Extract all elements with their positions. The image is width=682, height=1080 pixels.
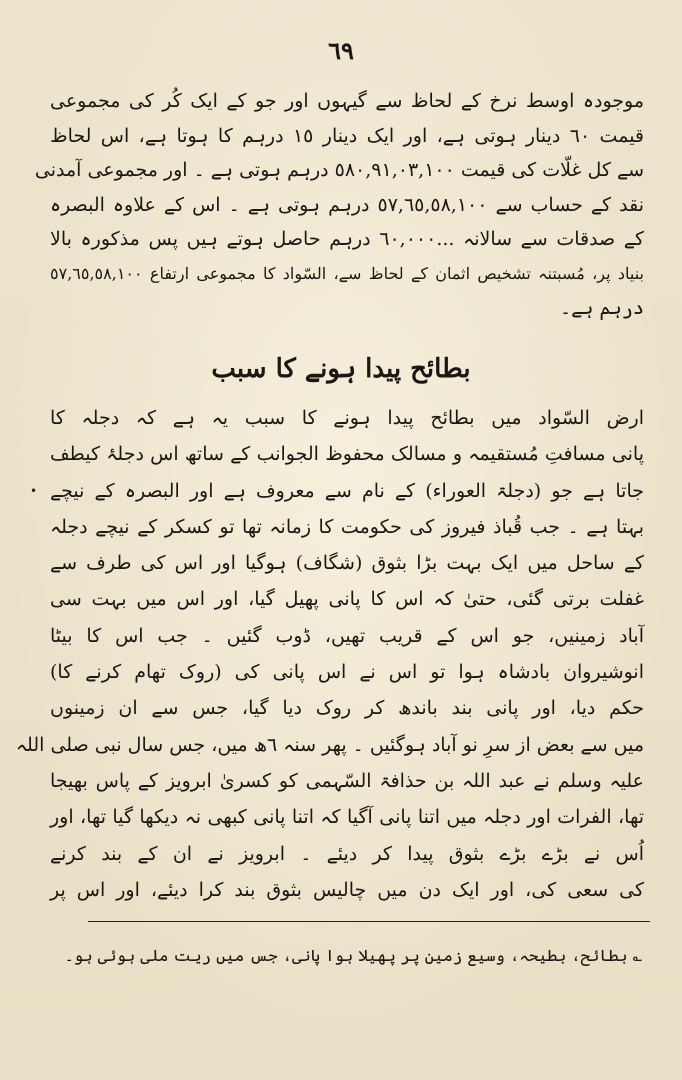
text-line: جاتا ہے جو (دجلۃ العوراء) کے نام سے معروف ہے اور البصرہ کے نیچے — [50, 479, 644, 502]
footnote-divider — [88, 921, 650, 922]
text-line: اُس نے بڑے بڑے بثوق پیدا کر دیئے ۔ ابرویز نے ان کے بند کرنے — [50, 842, 644, 865]
margin-dot-icon: • — [30, 484, 38, 498]
text-line: کے صدقات سے سالانہ ...٦٠,٠٠٠ درہم حاصل ہوتے ہیں پس مذکورہ بالا — [50, 228, 644, 250]
footnote: ؎ بطائح، بطیحہ، وسیع زمین پر پھیلا ہوا پانی، جس میں ریت ملی ہوئی ہو۔ — [64, 946, 642, 965]
text-line: حکم دیا، اور پانی بند باندھ کر روک دیا گیا، جس سے ان زمینوں — [50, 697, 644, 720]
text-line: میں سے بعض از سرِ نو آباد ہوگئیں ۔ پھر سنہ ٦ھ میں، جس سال نبی صلی اللہ — [15, 733, 644, 756]
page-number: ٦٩ — [328, 36, 354, 65]
text-line: آباد زمینیں، جو اس کے قریب تھیں، ڈوب گئیں ۔ جب اس کا بیٹا — [50, 624, 644, 647]
paragraph-2 — [15, 400, 644, 908]
text-line: پانی مسافتِ مُستقیمہ و مسالک محفوظ الجوانب کے ساتھ اس دجلۂ کیطف — [50, 443, 644, 466]
text-line: تھا، الفرات اور دجلہ میں اتنا پانی آگیا کہ اتنا پانی کبھی نہ دیکھا گیا تھا، اور — [50, 806, 644, 829]
section-heading: بطائح پیدا ہونے کا سبب — [211, 354, 471, 384]
text-line: نقد کے حساب سے ٥٧,٦٥,٥٨,١٠٠ درہم ہوتی ہے ۔ اس کے علاوہ البصرہ — [50, 193, 644, 216]
text-line: بنیاد پر، مُسبتنہ تشخیص اثمان کے لحاظ سے، السّواد کا مجموعی ارتفاع ٥٧,٦٥,٥٨,١٠٠ — [50, 263, 644, 283]
text-line: کی سعی کی، اور ایک دن میں چالیس بثوق بند کرا دیئے، اور اس پر — [50, 878, 644, 901]
text-line: غفلت برتی گئی، حتیٰ کہ اس کا پانی پھیل گیا، اور اس میں بہت سی — [50, 588, 644, 611]
text-line: انوشیروان بادشاہ ہوا تو اس نے اس پانی کی (روک تھام کرنے کا) — [50, 661, 644, 684]
text-line: ارض السّواد میں بطائح پیدا ہونے کا سبب یہ ہے کہ دجلہ کا — [50, 407, 644, 429]
text-line: قیمت ٦٠ دینار ہوتی ہے، اور ایک دینار ١٥ درہم کا ہوتا ہے، اس لحاظ — [50, 124, 645, 147]
text-line: علیہ وسلم نے عبد اللہ بن حذافۃ السّہمی کو کسریٰ ابرویز کے پاس بھیجا — [50, 769, 644, 792]
text-line: سے کل غلّات کی قیمت ٥٨٠,٩١,٠٣,١٠٠ درہم ہوتی ہے ۔ اور مجموعی آمدنی — [34, 159, 644, 181]
text-line: بہتا ہے ۔ جب قُباذ فیروز کی حکومت کا زمانہ تھا تو کسکر کے نیچے دجلہ — [50, 515, 644, 538]
text-line: موجودہ اوسط نرخ کے لحاظ سے گیہوں اور جو کے ایک کُر کی مجموعی — [50, 90, 644, 112]
text-line: کے ساحل میں ایک بہت بڑا بثوق (شگاف) ہوگیا اور اس کی طرف سے — [50, 552, 644, 575]
paragraph-1 — [34, 84, 645, 326]
text-line: درہم ہے۔ — [560, 297, 644, 319]
